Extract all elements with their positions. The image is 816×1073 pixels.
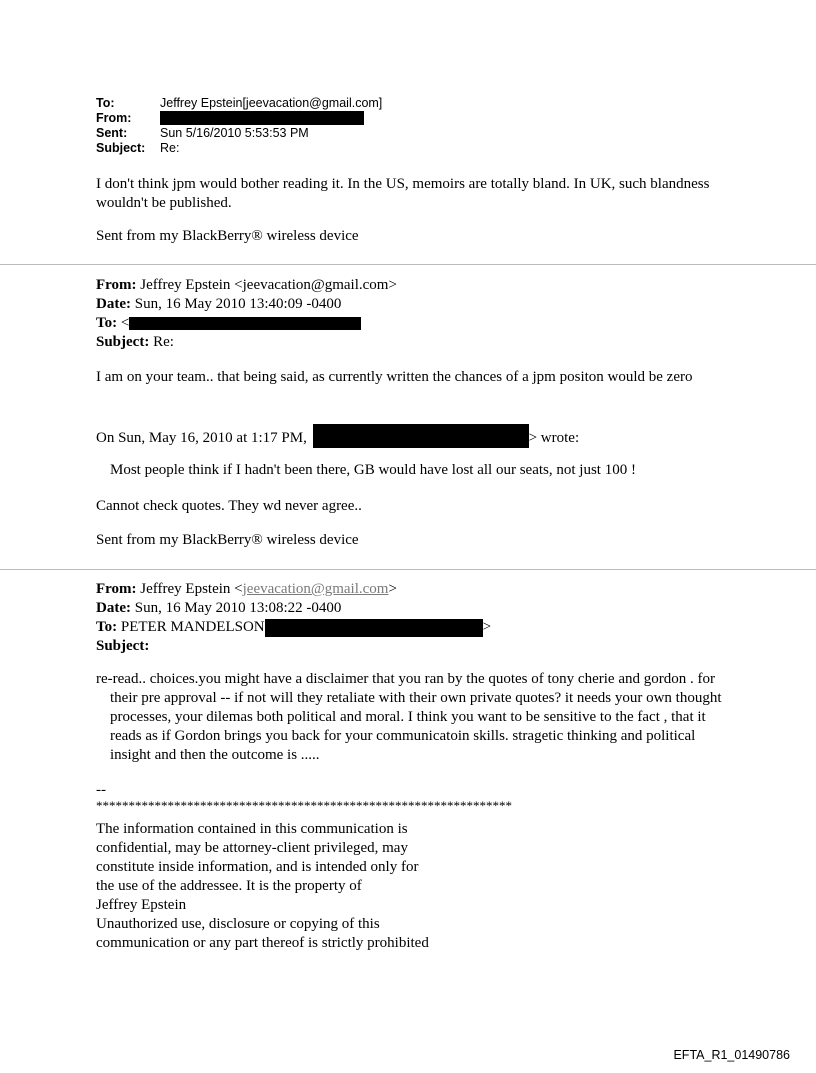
- date-label: Date:: [96, 296, 131, 312]
- quoted-text: Most people think if I hadn't been there, GB would have lost all our seats, not just 100 !: [110, 462, 636, 478]
- email1-header: [96, 96, 382, 156]
- wrote-line: [96, 424, 716, 448]
- from-label: From:: [96, 277, 137, 293]
- subject-label: Subject:: [96, 334, 150, 350]
- to-prefix: <: [120, 315, 130, 331]
- to-label: To:: [96, 315, 118, 331]
- to-label: To:: [96, 96, 115, 110]
- email2-header: [96, 276, 716, 352]
- email2-line2: Cannot check quotes. They wd never agree..: [96, 498, 362, 514]
- disclaimer-line: communication or any part thereof is strictly prohibited: [96, 935, 429, 951]
- subject-value: Re:: [153, 334, 174, 350]
- email-link[interactable]: jeevacation@gmail.com: [242, 581, 389, 597]
- subject-value: Re:: [160, 141, 180, 155]
- email3-header: [96, 580, 716, 656]
- from-label: From:: [96, 581, 137, 597]
- disclaimer-line: The information contained in this communication is: [96, 821, 408, 837]
- from-close: >: [388, 581, 397, 597]
- document-id: EFTA_R1_01490786: [673, 1048, 790, 1062]
- from-name: Jeffrey Epstein <: [140, 581, 243, 597]
- email1-body: I don't think jpm would bother reading it. In the US, memoirs are totally bland. In UK, such blandness wouldn't be published.: [96, 176, 710, 211]
- redaction-bar: [265, 619, 483, 637]
- from-label: From:: [96, 111, 132, 125]
- disclaimer: [96, 820, 716, 953]
- sent-label: Sent:: [96, 126, 128, 140]
- email2-signature: Sent from my BlackBerry® wireless device: [96, 532, 359, 548]
- redaction-bar: [160, 111, 364, 125]
- disclaimer-line: the use of the addressee. It is the property of: [96, 878, 362, 894]
- disclaimer-line: Unauthorized use, disclosure or copying of this: [96, 916, 380, 932]
- subject-label: Subject:: [96, 638, 150, 654]
- redaction-bar: [313, 424, 529, 448]
- date-value: Sun, 16 May 2010 13:40:09 -0400: [134, 296, 342, 312]
- star-separator: ****************************************************************: [96, 798, 512, 813]
- from-value: Jeffrey Epstein <jeevacation@gmail.com>: [140, 277, 397, 293]
- to-label: To:: [96, 619, 118, 635]
- divider: [0, 569, 816, 570]
- to-value: PETER MANDELSON: [120, 619, 265, 635]
- date-value: Sun, 16 May 2010 13:08:22 -0400: [134, 600, 342, 616]
- subject-label: Subject:: [96, 141, 146, 155]
- date-label: Date:: [96, 600, 131, 616]
- to-value: Jeffrey Epstein[jeevacation@gmail.com]: [160, 96, 383, 110]
- sig-dash: --: [96, 782, 106, 798]
- divider: [0, 264, 816, 265]
- wrote-prefix: On Sun, May 16, 2010 at 1:17 PM,: [96, 430, 307, 446]
- disclaimer-line: Jeffrey Epstein: [96, 897, 187, 913]
- disclaimer-line: confidential, may be attorney-client privileged, may: [96, 840, 408, 856]
- email1-signature: Sent from my BlackBerry® wireless device: [96, 228, 359, 244]
- disclaimer-line: constitute inside information, and is intended only for: [96, 859, 419, 875]
- email2-body: I am on your team.. that being said, as currently written the chances of a jpm positon would be zero: [96, 369, 693, 385]
- redaction-bar: [129, 317, 361, 330]
- email3-body: re-read.. choices.you might have a disclaimer that you ran by the quotes of tony cherie and gordon . for their pre approval -- if not will they retaliate with their own private quotes? it needs your own thought processes, your dilemas both political and moral. I think you want to be sensitive to the fact , that it reads as if Gordon brings you back for your communicatoin skills. stragetic thinking and political insight and then the outcome is .....: [96, 671, 722, 763]
- to-close: >: [482, 619, 492, 635]
- wrote-suffix: > wrote:: [528, 430, 580, 446]
- sent-value: Sun 5/16/2010 5:53:53 PM: [160, 126, 309, 140]
